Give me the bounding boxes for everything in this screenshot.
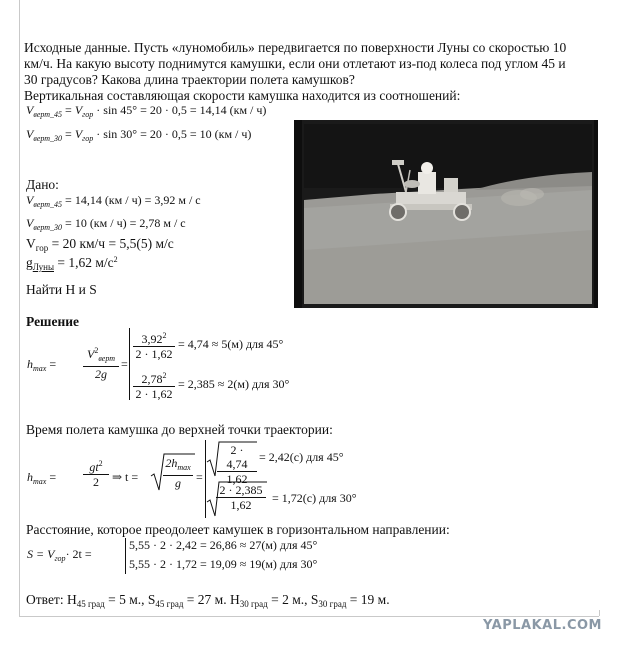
h-max-lhs: $h_{max}$ = [27,357,57,373]
eq-v-vert-30: $V_{верт\_30} = V_{гор} \cdot \sin 30^\circ = 20 \cdot 0,5 = 10$ (км / ч) [26,127,252,143]
page-border-left [19,0,20,616]
eq-v-vert-45: $V_{верт\_45} = V_{гор} \cdot \sin 45^\circ = 20 \cdot 0,5 = 14,14$ (км / ч) [26,103,267,119]
time-h-lhs: $h_{max}$ = [27,470,57,486]
lunar-rover-photo [294,120,598,308]
distance-brace [125,538,126,574]
page-border-bottom [19,616,599,617]
h45-fraction: $\frac{3,92^2}{2 \cdot 1,62}$ [133,329,175,361]
given-g-moon: $g_{Луны} = 1,62$ $м/с^2$ [26,255,118,272]
time-equals: = [196,470,203,484]
page-border-right [599,610,600,616]
t45-fraction: $\frac{2 \cdot 4,74}{1,62}$ [217,443,257,486]
find-line: Найти H и S [26,282,97,297]
intro-line-4: Вертикальная составляющая скорости камушка находится из соотношений: [24,88,461,103]
distance-text: Расстояние, которое преодолеет камушек в горизонтальном направлении: [26,522,450,537]
t30-fraction: $\frac{2 \cdot 2,385}{1,62}$ [216,483,266,512]
time-sqrt-fraction: $2h_{max}$ g [163,456,193,490]
given-v45: $V_{верт\_45} = 14,14$ (км / ч) = 3,92 м / с [26,193,201,209]
h30-result: = 2,385 ≈ 2(м) для 30° [178,377,290,391]
h30-fraction: $\frac{2,78^2}{2 \cdot 1,62}$ [133,369,175,401]
watermark: YAPLAKAL.COM [483,618,602,633]
lunar-scene-illustration [294,120,598,308]
intro-line-2: км/ч. На какую высоту поднимутся камушки, если они отлетают из-под колеса под углом 45 и [24,56,566,71]
distance-lhs: $S = V_{гор}\cdot 2t$ = [27,547,92,563]
h45-result: = 4,74 ≈ 5(м) для 45° [178,337,284,351]
h-max-formula-fraction: $V^2_{верт}$ 2g [83,344,119,381]
given-title: Дано: [26,177,59,192]
answer-line: Ответ: $H_{45 град} = 5$ м., $S_{45 град} = 27$ м. $H_{30 град} = 2$ м., $S_{30 град} = 19$ м. [26,592,390,609]
time-text: Время полета камушка до верхней точки траектории: [26,422,333,437]
solution-title: Решение [26,314,79,329]
given-v30: $V_{верт\_30} = 10$ (км / ч) = 2,78 м / с [26,216,186,232]
intro-line-1: Исходные данные. Пусть «луномобиль» передвигается по поверхности Луны со скоростью 10 [24,40,567,55]
s30-line: 5,55 · 2 · 1,72 = 19,09 ≈ 19(м) для 30° [129,557,318,571]
h-brace [129,328,130,400]
h-equals: = [121,357,128,371]
given-v-hor: $V_{гор} = 20$ км/ч = 5,5(5) м/с [26,236,174,253]
t45-result: = 2,42(с) для 45° [259,450,344,464]
time-gt-fraction: $\frac{gt^2}{2}$ [83,457,109,489]
s45-line: 5,55 · 2 · 2,42 = 26,86 ≈ 27(м) для 45° [129,538,318,552]
time-arrow: ⇒ t = [112,470,139,484]
t30-result: = 1,72(с) для 30° [272,491,357,505]
intro-line-3: 30 градусов? Какова длина траектории полета камушков? [24,72,355,87]
